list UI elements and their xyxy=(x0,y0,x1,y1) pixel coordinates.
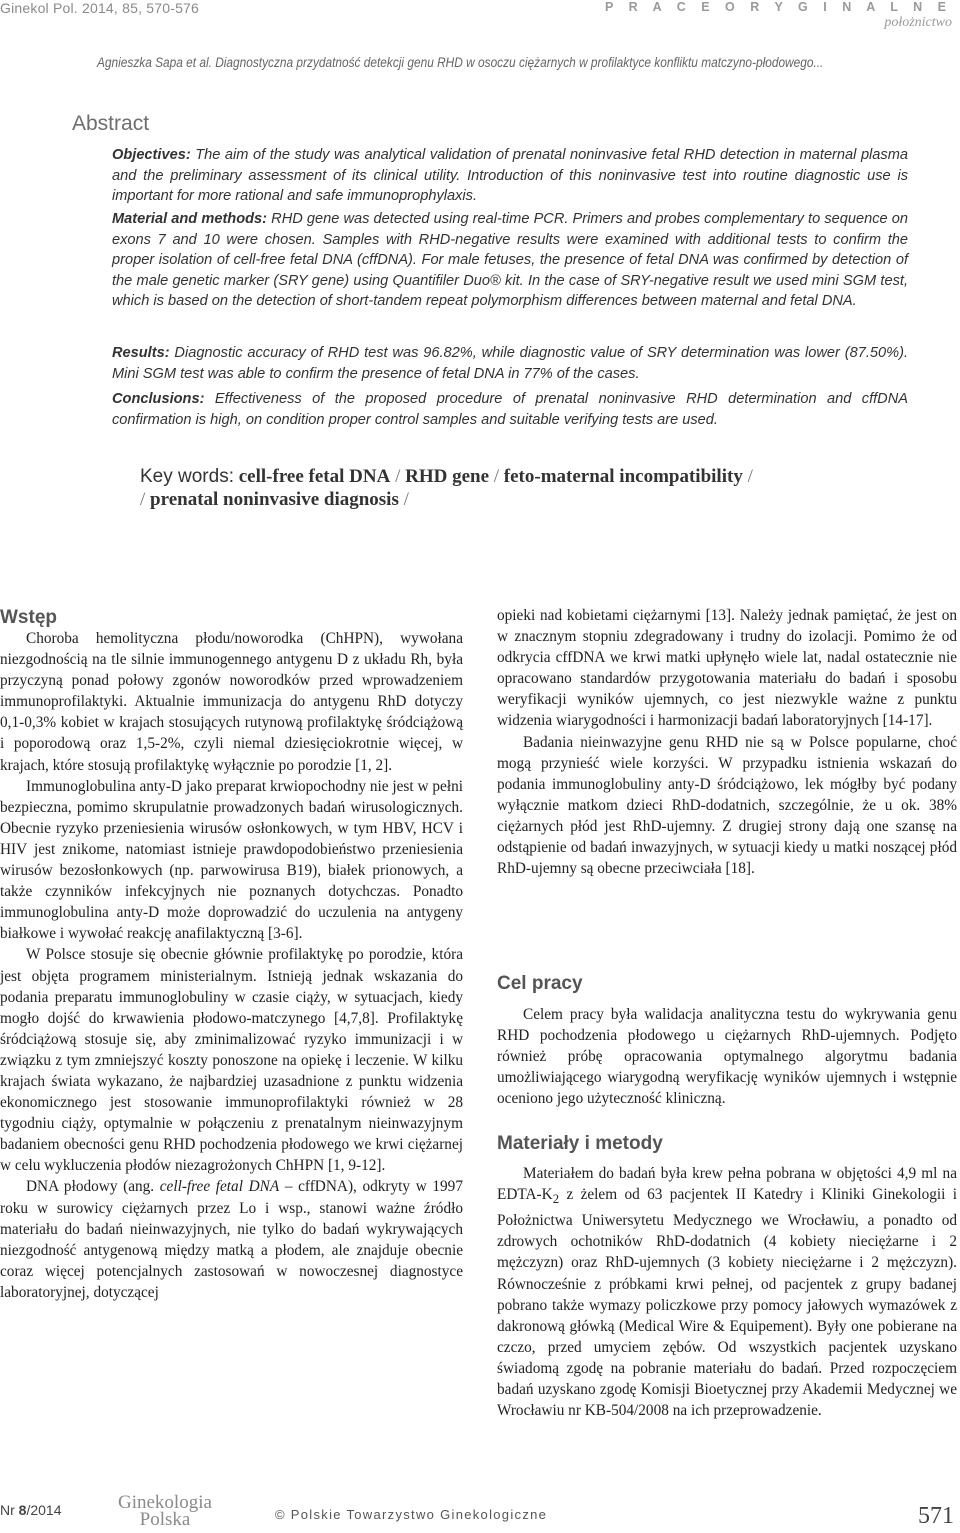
paragraph: opieki nad kobietami ciężarnymi [13]. Należy jednak pamiętać, że jest on w znacznym stopniu zdegradowany i trudny do izolacji. Pomimo że od odkrycia cffDNA we krwi matki upłynęło wiele lat, nadal ostatecznie nie opracowano standardów przygotowania materiału do badań i sposobu weryfikacji wyników ujemnych, co jest niezwykle ważne z punktu widzenia wiarygodności i harmonizacji badań laboratoryjnych [14-17]. xyxy=(497,607,957,730)
conclusions-label: Conclusions: xyxy=(112,391,205,407)
keyword-separator: / xyxy=(140,489,146,510)
keyword-separator: / xyxy=(493,466,500,487)
objectives-text: The aim of the study was analytical validation of prenatal noninvasive fetal RHD detection in maternal plasma and the preliminary assessment of its clinical utility. Introduction of this noninvasive test into routine diagnostic use is important for more rational and safe immunoprophylaxis. xyxy=(112,147,908,204)
section-title-wstep: Wstęp xyxy=(0,607,57,628)
paragraph-text: DNA płodowy (ang. xyxy=(26,1178,160,1196)
paragraph: Choroba hemolityczna płodu/noworodka (ChHPN), wywołana niezgodnością na tle silnie immunogennego antygenu D z układu Rh, była przyczyną ponad połowy zgonów noworodków przed wprowadzeniem immunoprofilaktyki. Aktualnie immunizacja do antygenu RhD dotyczy 0,1-0,3% kobiet w krajach stosujących rutynową profilaktykę śródciążową i poporodową oraz 1,5-2%, czyli niemal dziesięciokrotnie więcej, w krajach, które stosują profilaktykę wyłącznie po porodzie [1, 2]. xyxy=(0,630,463,774)
abstract-methods xyxy=(112,209,908,312)
keyword-separator: / xyxy=(747,466,753,487)
paragraph-text: z żelem od 63 pacjentek II Katedry i Kliniki Ginekologii i Położnictwa Uniwersytetu Medycznego we Wrocławiu, a ponadto od zdrowych ochotników RhD-dodatnich (4 kobiety nieciężarne i 2 mężczyzn) oraz RhD-ujemnych (3 kobiety nieciężarne i 2 mężczyzn). Równocześnie z próbkami krwi pełnej, od pacjentek z grupy badanej pobrano także wymazy policzkowe przy pomocy jałowych wymazówek z dakronową główką (Medical Wire & Equipement). Były one pobierane na czczo, przed umyciem zębów. Od wszystkich pacjentek uzyskano świadomą zgodę na pobranie materiału do badań. Przed rozpoczęciem badań uzyskano zgodę Komisji Bioetycznej przy Akademii Medycznej we Wrocławiu nr KB-504/2008 na ich przeprowadzenie. xyxy=(497,1186,957,1420)
journal-citation: Ginekol Pol. 2014, 85, 570-576 xyxy=(0,0,200,16)
results-label: Results: xyxy=(112,345,170,361)
issue-prefix: Nr xyxy=(0,1502,19,1518)
article-section: położnictwo xyxy=(884,15,952,30)
cel-paragraph-block xyxy=(497,1004,957,1109)
section-title-cel-pracy: Cel pracy xyxy=(497,973,583,994)
objectives-label: Objectives: xyxy=(112,147,191,163)
keyword: cell-free fetal DNA xyxy=(238,466,391,487)
logo-line: Polska xyxy=(139,1509,191,1530)
paragraph: W Polsce stosuje się obecnie głównie profilaktykę po porodzie, która jest objęta programem ministerialnym. Istnieją jednak wskazania do podania preparatu immunoglobuliny w czasie ciąży, w sytuacjach, kiedy mogło dojść do krwawienia płodowo-matczynego [4,7,8]. Profilaktykę śródciążową stosuje się, aby zminimalizować ryzyko immunizacji i w związku z tym zmniejszyć koszty ponoszone na opiekę i leczenie. W kilku krajach świata wykazano, że najbardziej uzasadnione z punktu widzenia ekonomicznego jest stosowanie immunoprofilaktyki również w 28 tygodniu ciąży, optymalnie w połączeniu z prenatalnym nieinwazyjnym badaniem obecności genu RHD pochodzenia płodowego we krwi ciężarnej w celu wykluczenia płodów niezagrożonych ChHPN [1, 9-12]. xyxy=(0,946,463,1175)
methods-label: Material and methods: xyxy=(112,211,268,227)
journal-logo xyxy=(118,1494,212,1528)
issue-year: /2014 xyxy=(26,1502,62,1518)
paragraph-text: – cffDNA), odkryty w 1997 roku w surowicy ciężarnych przez Lo i wsp., stanowi ważne źródło materiału do badań nieinwazyjnych, nie tylko do badań wykrywających niezgodność antygenową między matką a płodem, ale znajduje obecnie coraz więcej potencjalnych zastosowań w nowoczesnej diagnostyce laboratoryjnej, dotyczącej xyxy=(0,1178,463,1301)
issue-number xyxy=(0,1502,62,1518)
materialy-paragraph-block xyxy=(497,1163,957,1421)
keywords xyxy=(140,465,900,511)
abstract-objectives xyxy=(112,145,908,207)
paragraph-text: Materiałem do badań była krew pełna pobrana w objętości 4,9 ml na EDTA-K xyxy=(497,1165,957,1204)
paragraph: Celem pracy była walidacja analityczna testu do wykrywania genu RHD pochodzenia płodowego u ciężarnych RhD-ujemnych. Podjęto również próbę opracowania optymalnego algorytmu badania umożliwiającego wiarygodną weryfikację wyników ujemnych i wstępnie oceniono jego użyteczność kliniczną. xyxy=(497,1006,957,1108)
keyword: feto-maternal incompatibility xyxy=(503,466,743,487)
keyword-separator: / xyxy=(395,466,401,487)
issue-num: 8 xyxy=(18,1502,27,1518)
abstract-results xyxy=(112,343,908,384)
methods-text: RHD gene was detected using real-time PCR. Primers and probes complementary to sequence on exons 7 and 10 were chosen. Samples with RHD-negative results were examined with additional tests to confirm the proper isolation of cell-free fetal DNA (cffDNA). For male fetuses, the presence of fetal DNA was confirmed by detection of the male genetic marker (SRY gene) using Quantifiler Duo® kit. In the case of SRY-negative result we used mini SGM test, which is based on the detection of short-tandem repeat polymorphism differences between maternal and fetal DNA. xyxy=(112,211,908,309)
paragraph: Immunoglobulina anty-D jako preparat krwiopochodny nie jest w pełni bezpieczna, pomimo skrupulatnie prowadzonych badań wirusologicznych. Obecnie ryzyko przeniesienia wirusów osłonkowych, w tym HBV, HCV i HIV jest znikome, natomiast istnieje prawdopodobieństwo przeniesienia wirusów bezosłonkowych (np. parwowirusa B19), białek prionowych, a także czynników infekcyjnych nie poznanych dotychczas. Ponadto immunoglobulina anty-D może doprowadzić do uczulenia na antygeny białkowe i wywołać reakcję anafilaktyczną [3-6]. xyxy=(0,777,463,943)
paragraph xyxy=(0,1176,463,1303)
running-title: Agnieszka Sapa et al. Diagnostyczna przydatność detekcji genu RHD w osoczu ciężarnych w profilaktyce konfliktu matczyno-płodowego... xyxy=(97,55,824,70)
subscript: 2 xyxy=(552,1192,560,1207)
page-number: 571 xyxy=(918,1503,954,1529)
left-column xyxy=(0,628,463,1303)
right-column xyxy=(497,605,957,879)
keyword: RHD gene xyxy=(405,466,489,487)
term-italic: cell-free fetal DNA xyxy=(159,1178,280,1196)
paragraph: Badania nieinwazyjne genu RHD nie są w Polsce popularne, choć mogą przynieść wiele korzyści. W przypadku istnienia wskazań do podania immunoglobuliny anty-D śródciążowo, lek mógłby być podany wyłącznie matkom dzieci RhD-dodatnich, szczególnie, że u ok. 38% ciężarnych płód jest RhD-ujemny. Z drugiej strony dają one szansę na odstąpienie od badań inwazyjnych, w sytuacji kiedy u matki noszącej płód RhD-ujemny są obecne przeciwciała [18]. xyxy=(497,733,957,878)
conclusions-text: Effectiveness of the proposed procedure of prenatal noninvasive RHD determination and cffDNA confirmation is high, on condition proper control samples and suitable verifying tests are used. xyxy=(112,391,908,428)
abstract-conclusions xyxy=(112,389,908,430)
copyright: © Polskie Towarzystwo Ginekologiczne xyxy=(275,1507,548,1522)
keyword: prenatal noninvasive diagnosis xyxy=(150,489,399,510)
logo-line: Ginekologia xyxy=(118,1492,212,1513)
results-text: Diagnostic accuracy of RHD test was 96.82%, while diagnostic value of SRY determination was lower (87.50%). Mini SGM test was able to confirm the presence of fetal DNA in 77% of the cases. xyxy=(112,345,909,382)
article-type: P R A C E O R Y G I N A L N E xyxy=(605,0,952,14)
section-title-materialy: Materiały i metody xyxy=(497,1133,663,1154)
keyword-separator: / xyxy=(403,489,409,510)
keywords-label: Key words: xyxy=(140,466,234,487)
paragraph xyxy=(497,1163,957,1421)
abstract-title: Abstract xyxy=(72,112,150,135)
